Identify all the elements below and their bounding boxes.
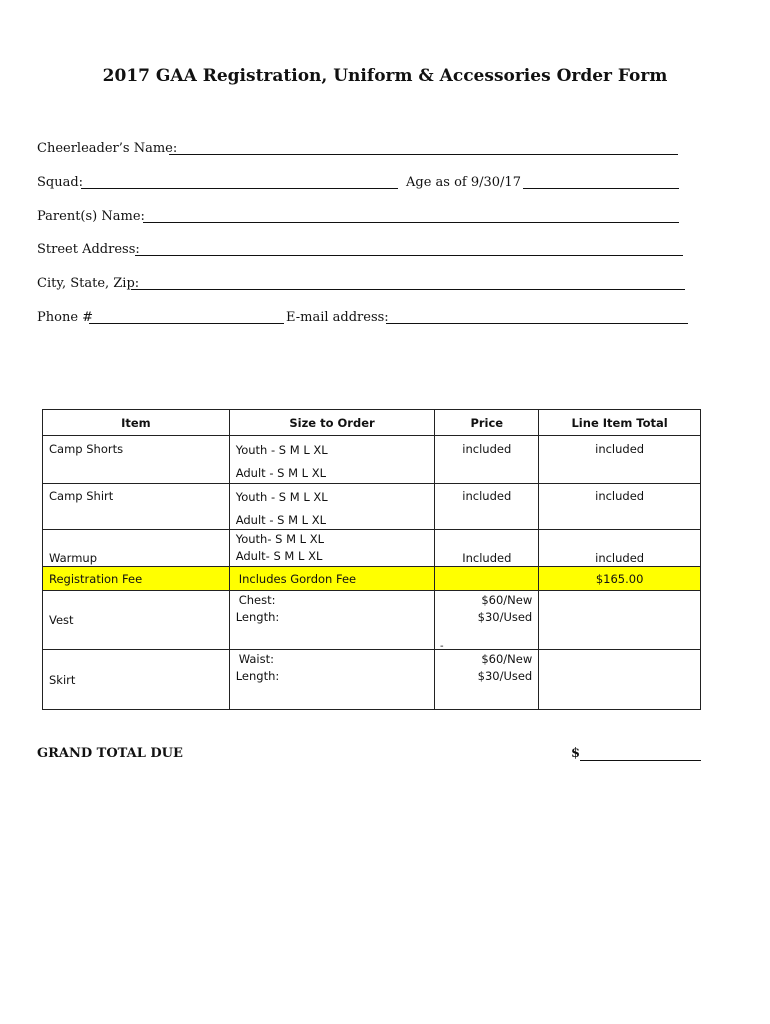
price-warmup: Included	[435, 530, 539, 567]
email-input[interactable]	[386, 323, 688, 324]
size-length: Length:	[235, 669, 280, 683]
price-registration	[435, 567, 539, 591]
price-skirt	[435, 650, 539, 710]
item-warmup: Warmup	[43, 530, 230, 567]
cheerleader-name-input[interactable]	[169, 154, 678, 155]
phone-input[interactable]	[89, 323, 284, 324]
size-camp-shorts[interactable]	[229, 436, 435, 484]
size-adult: Adult - S M L XL	[235, 466, 327, 480]
item-camp-shorts: Camp Shorts	[43, 436, 230, 484]
header-size: Size to Order	[229, 410, 435, 436]
grand-total-input[interactable]	[580, 760, 701, 761]
item-camp-shirt: Camp Shirt	[43, 484, 230, 530]
header-total: Line Item Total	[539, 410, 701, 436]
size-adult: Adult - S M L XL	[235, 513, 327, 527]
item-vest: Vest	[43, 591, 230, 650]
total-camp-shirt: included	[539, 484, 701, 530]
size-youth: Youth - S M L XL	[235, 443, 328, 457]
city-state-zip-label: City, State, Zip:	[37, 276, 140, 291]
phone-label: Phone #	[37, 310, 94, 325]
size-youth: Youth - S M L XL	[235, 490, 328, 504]
table-row-warmup	[43, 530, 701, 567]
cheerleader-name-label: Cheerleader’s Name:	[37, 141, 178, 156]
squad-label: Squad:	[37, 175, 84, 190]
table-header-row	[43, 410, 701, 436]
size-vest[interactable]	[229, 591, 435, 650]
total-vest[interactable]	[539, 591, 701, 650]
size-chest: Chest:	[238, 593, 276, 607]
size-registration: Includes Gordon Fee	[229, 567, 435, 591]
size-warmup[interactable]	[229, 530, 435, 567]
table-row-skirt	[43, 650, 701, 710]
price-used: $30/Used	[477, 669, 533, 683]
price-vest	[435, 591, 539, 650]
table-row-camp-shirt	[43, 484, 701, 530]
size-adult: Adult- S M L XL	[235, 549, 323, 563]
item-skirt: Skirt	[43, 650, 230, 710]
grand-total-label: GRAND TOTAL DUE	[37, 746, 183, 761]
size-skirt[interactable]	[229, 650, 435, 710]
size-youth: Youth- S M L XL	[235, 532, 325, 546]
parents-name-label: Parent(s) Name:	[37, 209, 145, 224]
street-address-label: Street Address:	[37, 242, 140, 257]
table-row-vest	[43, 591, 701, 650]
form-title: 2017 GAA Registration, Uniform & Accessories Order Form	[102, 66, 668, 86]
total-camp-shorts: included	[539, 436, 701, 484]
header-item: Item	[43, 410, 230, 436]
street-address-input[interactable]	[135, 255, 683, 256]
size-length: Length:	[235, 610, 280, 624]
total-registration: $165.00	[539, 567, 701, 591]
age-label: Age as of 9/30/17	[406, 175, 521, 190]
table-row-registration	[43, 567, 701, 591]
table-row-camp-shorts	[43, 436, 701, 484]
order-table	[42, 409, 701, 710]
header-price: Price	[435, 410, 539, 436]
grand-total-dollar: $	[571, 746, 581, 761]
squad-input[interactable]	[81, 188, 398, 189]
stray-dash: -	[440, 641, 444, 652]
total-warmup: included	[539, 530, 701, 567]
price-new: $60/New	[481, 652, 533, 666]
price-new: $60/New	[481, 593, 533, 607]
price-camp-shorts: included	[435, 436, 539, 484]
parents-name-input[interactable]	[143, 222, 679, 223]
size-camp-shirt[interactable]	[229, 484, 435, 530]
email-label: E-mail address:	[286, 310, 389, 325]
size-waist: Waist:	[238, 652, 274, 666]
item-registration: Registration Fee	[43, 567, 230, 591]
price-used: $30/Used	[477, 610, 533, 624]
city-state-zip-input[interactable]	[131, 289, 685, 290]
age-input[interactable]	[523, 188, 679, 189]
price-camp-shirt: included	[435, 484, 539, 530]
total-skirt[interactable]	[539, 650, 701, 710]
